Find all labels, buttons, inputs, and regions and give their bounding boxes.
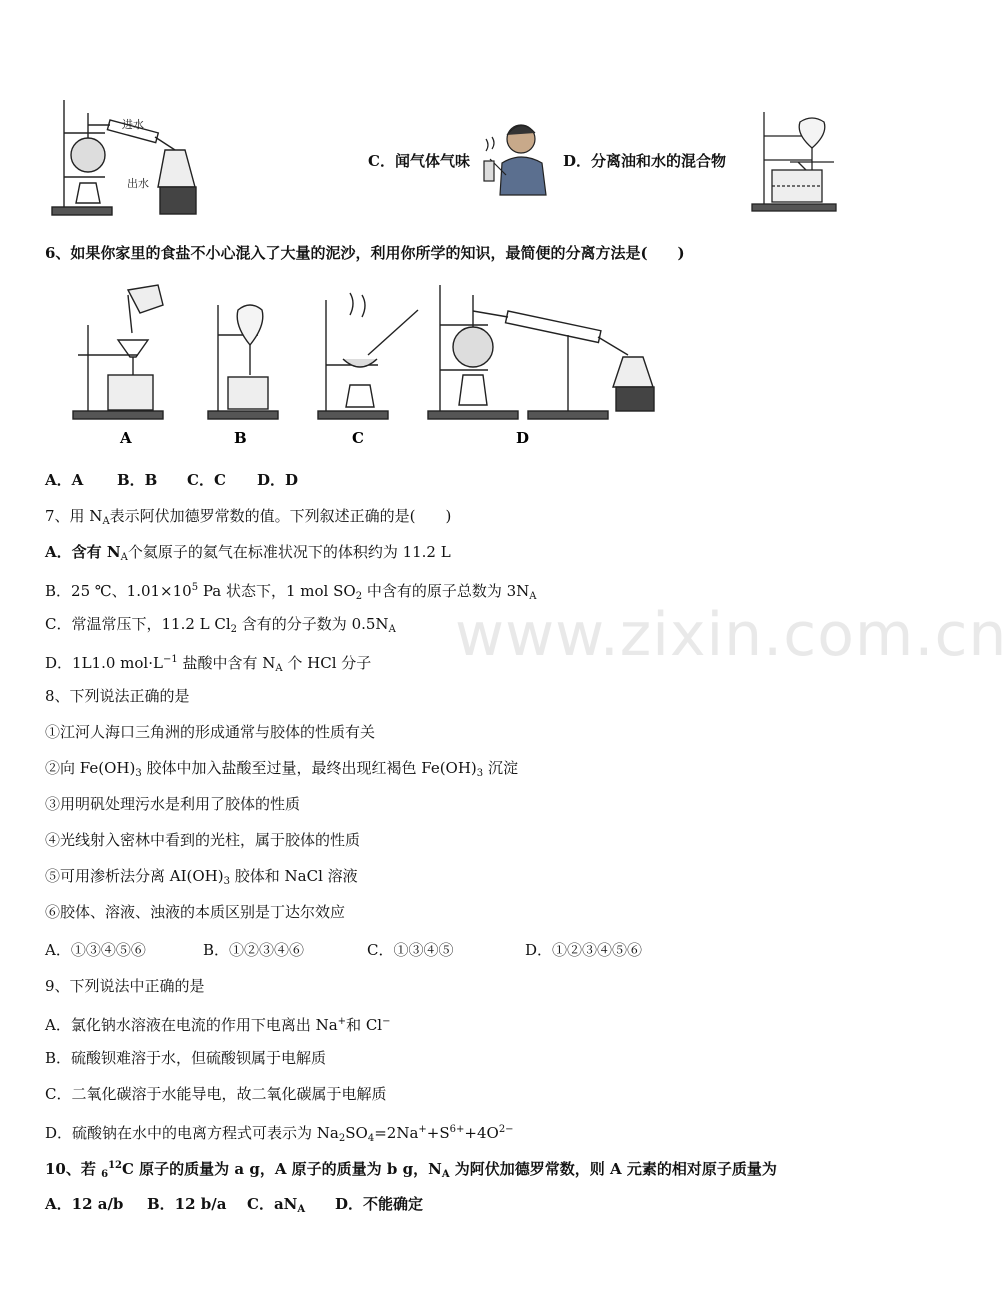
q6-stem: 6、如果你家里的食盐不小心混入了大量的泥沙，利用你所学的知识，最简便的分离方法是( ) xyxy=(45,244,685,262)
q9-option-d: D．硫酸钠在水中的电离方程式可表示为 $Na_2SO_4=2Na^++S^{6+}+4O^{2-}$ xyxy=(45,1124,514,1144)
top-option-c: C．闻气体气味 xyxy=(368,152,470,170)
q8-option-c: C．①③④⑤ xyxy=(367,941,454,959)
q6-option-d: D．D xyxy=(257,471,299,489)
q10-stem: 10、若 $_6^{12}$C 原子的质量为 a g，A 原子的质量为 b g，$N_A$ 为阿伏加德罗常数，则 A 元素的相对原子质量为 xyxy=(45,1160,777,1180)
q7-stem: 7、用 $N_A$表示阿伏加德罗常数的值。下列叙述正确的是( ) xyxy=(45,507,452,527)
q9-option-a: A．氯化钠水溶液在电流的作用下电离出 Na+和 Cl− xyxy=(45,1016,391,1034)
q6-options xyxy=(45,470,298,490)
label-in: 进水 xyxy=(122,118,144,131)
q7-option-a: A．含有 $N_A$个氦原子的氦气在标准状况下的体积约为 11.2 L xyxy=(45,543,451,563)
q6-apparatus-figure xyxy=(68,275,686,455)
q8-statement-6: ⑥胶体、溶液、浊液的本质区别是丁达尔效应 xyxy=(45,903,346,921)
smelling-gas-person-figure xyxy=(476,115,554,197)
label-out: 出水 xyxy=(127,177,149,190)
q8-options xyxy=(45,940,642,960)
separatory-funnel-figure xyxy=(750,108,840,213)
q8-statement-3: ③用明矾处理污水是利用了胶体的性质 xyxy=(45,795,301,813)
q7-option-b: B．25 ℃、$1.01\times 10^5$ Pa 状态下，1 mol $SO_2$ 中含有的原子总数为 $3N_A$ xyxy=(45,582,537,602)
q9-option-b: B．硫酸钡难溶于水，但硫酸钡属于电解质 xyxy=(45,1049,327,1067)
q8-statement-2: ②向 $Fe(OH)_3$ 胶体中加入盐酸至过量，最终出现红褐色 $Fe(OH)_3$ 沉淀 xyxy=(45,759,518,779)
q10-option-d: D．不能确定 xyxy=(335,1195,424,1213)
q8-option-d: D．①②③④⑤⑥ xyxy=(525,941,643,959)
q6-label-d: D xyxy=(516,429,530,447)
q9-option-c: C．二氧化碳溶于水能导电，故二氧化碳属于电解质 xyxy=(45,1085,387,1103)
q8-option-b: B．①②③④⑥ xyxy=(203,941,305,959)
q6-label-c: C xyxy=(352,429,364,447)
watermark: www.zixin.com.cn xyxy=(455,600,1007,670)
q10-option-a: A．12 a/b xyxy=(45,1195,124,1213)
q8-statement-5: ⑤可用渗析法分离 $AI(OH)_3$ 胶体和 NaCl 溶液 xyxy=(45,867,358,887)
q7-option-c: C．常温常压下，11.2 L $Cl_2$ 含有的分子数为 $0.5N_A$ xyxy=(45,615,396,635)
q6-option-a: A．A xyxy=(45,471,84,489)
q8-statement-4: ④光线射入密林中看到的光柱，属于胶体的性质 xyxy=(45,831,361,849)
distillation-apparatus-figure xyxy=(50,95,200,220)
q8-statement-1: ①江河人海口三角洲的形成通常与胶体的性质有关 xyxy=(45,723,376,741)
q6-option-b: B．B xyxy=(117,471,158,489)
q10-options xyxy=(45,1194,423,1220)
q10-option-b: B．12 b/a xyxy=(147,1195,227,1213)
q8-option-a: A．①③④⑤⑥ xyxy=(45,941,146,959)
top-option-d: D．分离油和水的混合物 xyxy=(563,152,727,170)
q9-stem: 9、下列说法中正确的是 xyxy=(45,977,205,995)
q6-label-b: B xyxy=(234,429,247,447)
q10-option-c: C．$aN_A$ xyxy=(247,1195,306,1215)
q6-label-a: A xyxy=(120,429,132,447)
q7-option-d: D．1L1.0 $mol\cdot L^{-1}$ 盐酸中含有 $N_A$ 个 HCl 分子 xyxy=(45,654,372,674)
q8-stem: 8、下列说法正确的是 xyxy=(45,687,190,705)
q6-option-c: C．C xyxy=(187,471,226,489)
